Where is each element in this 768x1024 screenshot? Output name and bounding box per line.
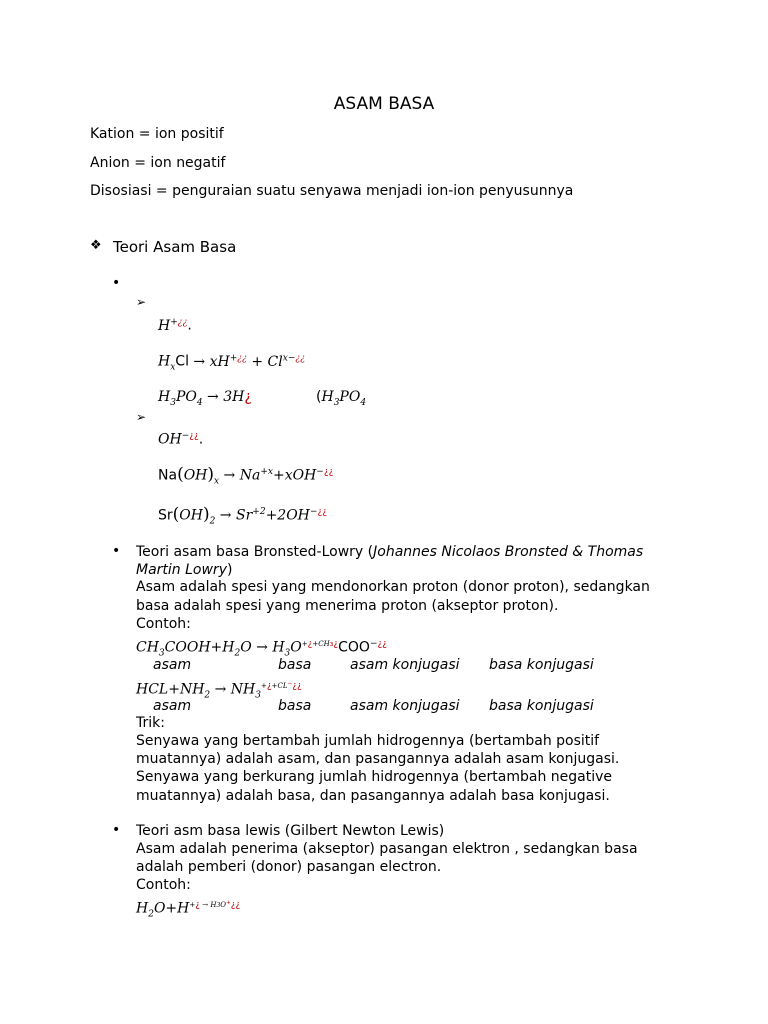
lewis-text-line: adalah pemberi (donor) pasangan electron. — [136, 859, 442, 875]
label-asam: asam — [153, 698, 192, 714]
equation-sroh: $Sr(OH)_2 \to Sr^{+2}+2OH^{-¿¿}$ — [158, 504, 327, 527]
trik-label: Trik: — [136, 715, 165, 731]
label-asam-konjugasi: asam konjugasi — [350, 657, 460, 673]
equation-hcl-nh3: $HCL+NH_2 \to NH_3^{+¿+CL^-¿¿}$ — [136, 681, 302, 701]
bullet-icon: • — [112, 822, 121, 838]
diamond-bullet-icon: ❖ — [90, 238, 102, 253]
equation-ch3cooh: $CH_3COOH+H_2O \to H_3O^{+¿+CH_3¿}COO^{-¿¿}$ — [136, 639, 388, 659]
trik-line: muatannya) adalah basa, dan pasangannya adalah basa konjugasi. — [136, 788, 610, 804]
contoh-label: Contoh: — [136, 877, 191, 893]
definition-disosiasi: Disosiasi = penguraian suatu senyawa menjadi ion-ion penyusunnya — [90, 183, 574, 199]
trik-line: Senyawa yang berkurang jumlah hidrogennya (bertambah negative — [136, 769, 612, 785]
label-asam: asam — [153, 657, 192, 673]
label-basa: basa — [278, 657, 312, 673]
trik-line: muatannya) adalah asam, dan pasangannya adalah asam konjugasi. — [136, 751, 620, 767]
definition-kation: Kation = ion positif — [90, 126, 224, 142]
equation-naoh: $Na(OH)_x \to Na^{+x}+xOH^{-¿¿}$ — [158, 464, 334, 487]
bullet-icon: • — [112, 543, 121, 559]
bullet-icon: • — [112, 275, 121, 291]
label-basa-konjugasi: basa konjugasi — [489, 657, 594, 673]
equation-h2o-h: $H_2O+H^{+¿}$ $^{\to H3O^+¿¿}$ — [136, 900, 241, 920]
arhenius-acid-ion-line: H+¿¿. — [158, 317, 192, 334]
bronsted-text-line: basa adalah spesi yang menerima proton (akseptor proton). — [136, 598, 559, 614]
label-basa: basa — [278, 698, 312, 714]
arrow-bullet-icon: ➢ — [136, 295, 147, 309]
bronsted-heading-tail: Martin Lowry) — [136, 562, 233, 578]
definition-anion: Anion = ion negatif — [90, 155, 226, 171]
equation-hxcl: $H_xCl \to xH^{+¿¿} + Cl^{x-¿¿}$ — [158, 353, 306, 373]
equation-h3po4: $H_3PO_4$ → 3H¿ — [158, 389, 252, 408]
trik-line: Senyawa yang bertambah jumlah hidrogennya (bertambah positif — [136, 733, 600, 749]
lewis-heading: Teori asm basa lewis (Gilbert Newton Lewis) — [136, 823, 445, 839]
label-asam-konjugasi: asam konjugasi — [350, 698, 460, 714]
label-basa-konjugasi: basa konjugasi — [489, 698, 594, 714]
lewis-text-line: Asam adalah penerima (akseptor) pasangan elektron , sedangkan basa — [136, 841, 638, 857]
page-title: ASAM BASA — [333, 94, 435, 114]
bronsted-heading: Teori asam basa Bronsted-Lowry (Johannes Nicolaos Bronsted & Thomas — [136, 544, 644, 560]
bronsted-text-line: Asam adalah spesi yang mendonorkan proton (donor proton), sedangkan — [136, 579, 650, 595]
arrow-bullet-icon: ➢ — [136, 410, 147, 424]
h-plus-ion-formula: H+¿¿ — [158, 317, 188, 334]
oh-minus-ion-formula: OH−¿¿. — [158, 431, 204, 448]
section-heading: Teori Asam Basa — [113, 238, 237, 256]
h3po4-note: ($H_3PO_4$ — [316, 389, 367, 408]
contoh-label: Contoh: — [136, 616, 191, 632]
